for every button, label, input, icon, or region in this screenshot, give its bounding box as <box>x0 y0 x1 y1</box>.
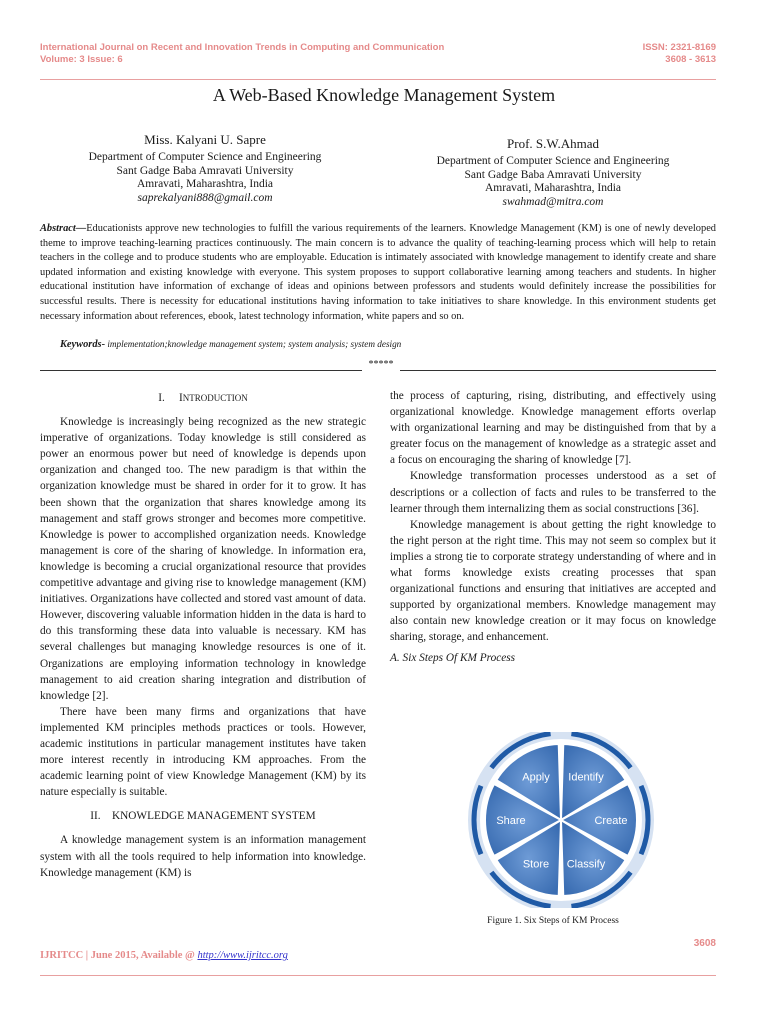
spacer <box>40 406 366 414</box>
separator-stars: ***** <box>368 359 394 370</box>
right-column <box>390 388 716 666</box>
journal-pages: 3608 - 3613 <box>665 54 716 65</box>
journal-header-right <box>643 42 716 66</box>
section-number: II. <box>90 810 101 823</box>
paper-title: A Web-Based Knowledge Management System <box>212 85 556 105</box>
spacer <box>40 824 366 832</box>
paragraph: Knowledge is increasingly being recognized as the new strategic imperative of organizations. Today knowledge is still considered as power an enormous power but need of knowledge is depends upon organization and changed too. The new paradigm is that within the organization knowledge must be shared in order for it to grow. It has been shown that the organization that shares knowledge among its management and staff grows stronger and becomes more competitive. Knowledge is power to accomplished organization needs. Knowledge management is core of the sharing of knowledge. In information era, knowledge is becoming a crucial organizational resource that provides competitive advantage and giving rise to knowledge management (KM) initiatives. Organizations have collected and stored vast amount of data. However, discovering valuable information hidden in the data is hard to do this transforming these data into valuable is necessary. KM has several challenges but managing knowledge resources is one of it. Organizations are employing information technology in knowledge management to aid creation sharing integration and distribution of knowledge [2]. <box>40 416 366 702</box>
page-number: 3608 <box>693 938 716 949</box>
section-number: I. <box>158 392 165 404</box>
author-department: Department of Computer Science and Engineering <box>88 151 322 163</box>
author-block-2 <box>398 136 708 209</box>
keywords <box>60 337 401 352</box>
paragraph: A knowledge management system is an information management system with all the tools required to help information into knowledge. Knowledge management (KM) is <box>40 834 366 879</box>
figure-caption: Figure 1. Six Steps of KM Process <box>487 916 619 926</box>
section-title-initial: I <box>178 392 183 404</box>
section-heading-introduction <box>40 390 366 406</box>
author-email: saprekalyani888@gmail.com <box>137 191 273 204</box>
section-separator <box>40 357 716 373</box>
journal-header-left <box>40 42 444 66</box>
subsection-heading: A. Six Steps Of KM Process <box>390 651 516 664</box>
cycle-label-apply: Apply <box>522 771 550 784</box>
footer-text <box>40 950 288 961</box>
cycle-label-store: Store <box>522 858 550 871</box>
footer-citation: IJRITCC | June 2015, Available @ <box>40 950 198 961</box>
author-department: Department of Computer Science and Engineering <box>436 155 670 167</box>
section-title-rest: NTRODUCTION <box>182 393 248 403</box>
author-city: Amravati, Maharashtra, India <box>136 178 274 190</box>
journal-name: International Journal on Recent and Innovation Trends in Computing and Communication <box>40 42 445 53</box>
footer-link[interactable]: http://www.ijritcc.org <box>197 950 288 961</box>
journal-issn: ISSN: 2321-8169 <box>642 42 716 53</box>
author-email: swahmad@mitra.com <box>502 195 604 208</box>
paragraph: There have been many firms and organizations that have implemented KM principles methods practices or tools. However, academic institutions in particular management institutes have taken more interest recently in introducing KM approaches. From the academic learning point of view Knowledge Management (KM) by its nature especially is suitable. <box>40 705 366 799</box>
keywords-text: implementation;knowledge management system; system analysis; system design <box>105 339 402 349</box>
abstract <box>40 222 716 324</box>
cycle-label-create: Create <box>594 815 628 827</box>
paragraph: the process of capturing, rising, distributing, and effectively using organizational knowledge. Knowledge management efforts overlap with organizational learning and may be distinguished from that by a greater focus on the management of knowledge as a strategic asset and a focus on encouraging the sharing of knowledge [7]. <box>390 390 716 467</box>
author-name: Miss. Kalyani U. Sapre <box>144 132 266 147</box>
header-divider <box>40 79 716 80</box>
cycle-label-identify: Identify <box>568 771 604 784</box>
keywords-label: Keywords- <box>60 339 106 350</box>
abstract-label: Abstract— <box>40 223 87 234</box>
abstract-text: Educationists approve new technologies to fulfill the various requirements of the learners. Knowledge Management (KM) is one of newly developed theme to improve teaching-learning practices continuously. The main concern is to advance the quality of teaching-learning process which will help to retain teachers in the college and to produce students who are employable. Education is intimately associated with knowledge management to identify create and share updated information and existing knowledge with everyone. This system proposes to support collaborative learning among teachers and students. In higher educational institution have information of exchange of ideas and opinions between professors and students would definitely increase the possibilities for successful results. There is necessity for educational institutions having information to take initiatives to share knowledge. In this environment students get necessary information about references, ebook, latest technology information, white papers and so on. <box>40 223 716 322</box>
footer-divider <box>40 975 716 976</box>
paragraph: Knowledge management is about getting the right knowledge to the right person at the right time. This may not seem so complex but it implies a strong tie to corporate strategy understanding of where and in what forms knowledge exists creating processes that span organizational functions and ensuring that initiatives are accepted and supported by organizational members. Knowledge management may also contain new knowledge creation or it may focus on knowledge sharing, storage, and enhancement. <box>390 518 716 644</box>
journal-volume: Volume: 3 Issue: 6 <box>40 54 123 65</box>
km-process-cycle-diagram <box>462 732 660 908</box>
separator-line <box>40 370 362 371</box>
author-university: Sant Gadge Baba Amravati University <box>116 164 294 177</box>
paragraph: Knowledge transformation processes understood as a set of descriptions or a collection of facts and rules to be transferred to the learner through them internalizing them as social constructions [36]. <box>390 470 716 515</box>
author-name: Prof. S.W.Ahmad <box>507 136 599 151</box>
spacer <box>40 800 366 808</box>
author-university: Sant Gadge Baba Amravati University <box>464 168 642 181</box>
section-title: KNOWLEDGE MANAGEMENT SYSTEM <box>111 810 316 823</box>
section-heading-kms <box>40 808 366 824</box>
cycle-label-share: Share <box>496 815 526 827</box>
cycle-label-classify: Classify <box>566 858 606 871</box>
separator-line <box>400 370 716 371</box>
author-city: Amravati, Maharashtra, India <box>484 182 622 194</box>
author-block-1 <box>60 132 350 205</box>
left-column <box>40 390 366 881</box>
